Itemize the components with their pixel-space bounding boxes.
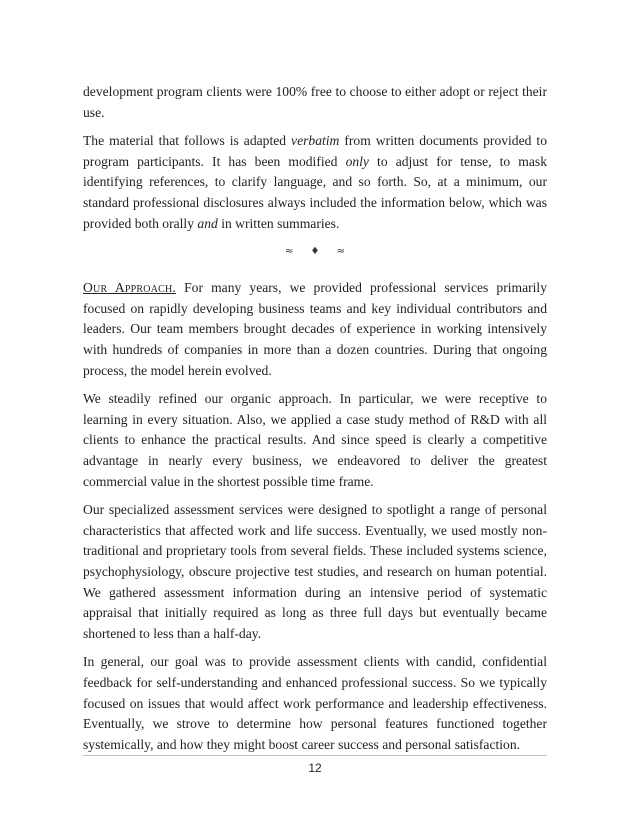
page-number: 12 xyxy=(308,761,322,775)
paragraph-text: Our specialized assessment services were designed to spotlight a range of personal characteristics that affected work and life success. Eventually, we used mostly non-traditional and proprietary tools from several fields. These included systems science, psychophysiology, obscure projective test studies, and research on human potential. We gathered assessment information during an intensive period of systematic appraisal that initially required as long as three full days but eventually became shortened to less than a half-day. xyxy=(83,501,547,642)
paragraph-organic-approach xyxy=(83,389,547,493)
paragraph-assessment-services xyxy=(83,500,547,645)
approx-glyph-right: ≈ xyxy=(336,245,346,257)
paragraph-text: in written summaries. xyxy=(217,215,340,231)
paragraph-text: to adjust for tense, to mask identifying references, to clarify language, and so forth. So, at a minimum, our standard professional disclosures always included the information below, which was provided both orally xyxy=(83,153,547,231)
paragraph-disclosure xyxy=(83,131,547,235)
diamond-icon: ♦ xyxy=(310,245,320,257)
paragraph-text: In general, our goal was to provide assessment clients with candid, confidential feedback for self-understanding and enhanced professional success. So we typically focused on issues that would affect work performance and leadership effectiveness. Eventually, we strove to determine how personal features functioned together systemically, and how they might boost career success and personal satisfaction. xyxy=(83,654,547,753)
section-heading: Our Approach. xyxy=(83,279,177,295)
paragraph-text: The material that follows is adapted xyxy=(83,132,292,148)
italic-only: only xyxy=(345,153,369,169)
paragraph-text: development program clients were 100% free to choose to either adopt or reject their use. xyxy=(83,84,547,120)
paragraph-continuation xyxy=(83,82,547,123)
italic-and: and xyxy=(197,215,218,231)
paragraph-goal xyxy=(83,652,547,756)
paragraph-our-approach xyxy=(83,278,547,382)
italic-verbatim: verbatim xyxy=(291,132,340,148)
paragraph-text: For many years, we provided professional services primarily focused on rapidly developing business teams and key individual contributors and leaders. Our team members brought decades of experience in working intensively with hundreds of companies in more than a dozen countries. During that ongoing process, the model herein evolved. xyxy=(83,279,547,378)
body-text xyxy=(83,82,547,763)
footer-divider xyxy=(83,755,547,756)
paragraph-text: from written documents provided to program participants. It has been modified xyxy=(83,132,547,169)
paragraph-text: We steadily refined our organic approach. In particular, we were receptive to learning in every situation. Also, we applied a case study method of R&D with all clients to enhance the practical results. And since speed is clearly a competitive advantage in nearly every business, we endeavored to deliver the greatest commercial value in the shortest possible time frame. xyxy=(83,390,547,489)
approx-glyph-left: ≈ xyxy=(284,245,294,257)
section-divider xyxy=(83,242,547,262)
